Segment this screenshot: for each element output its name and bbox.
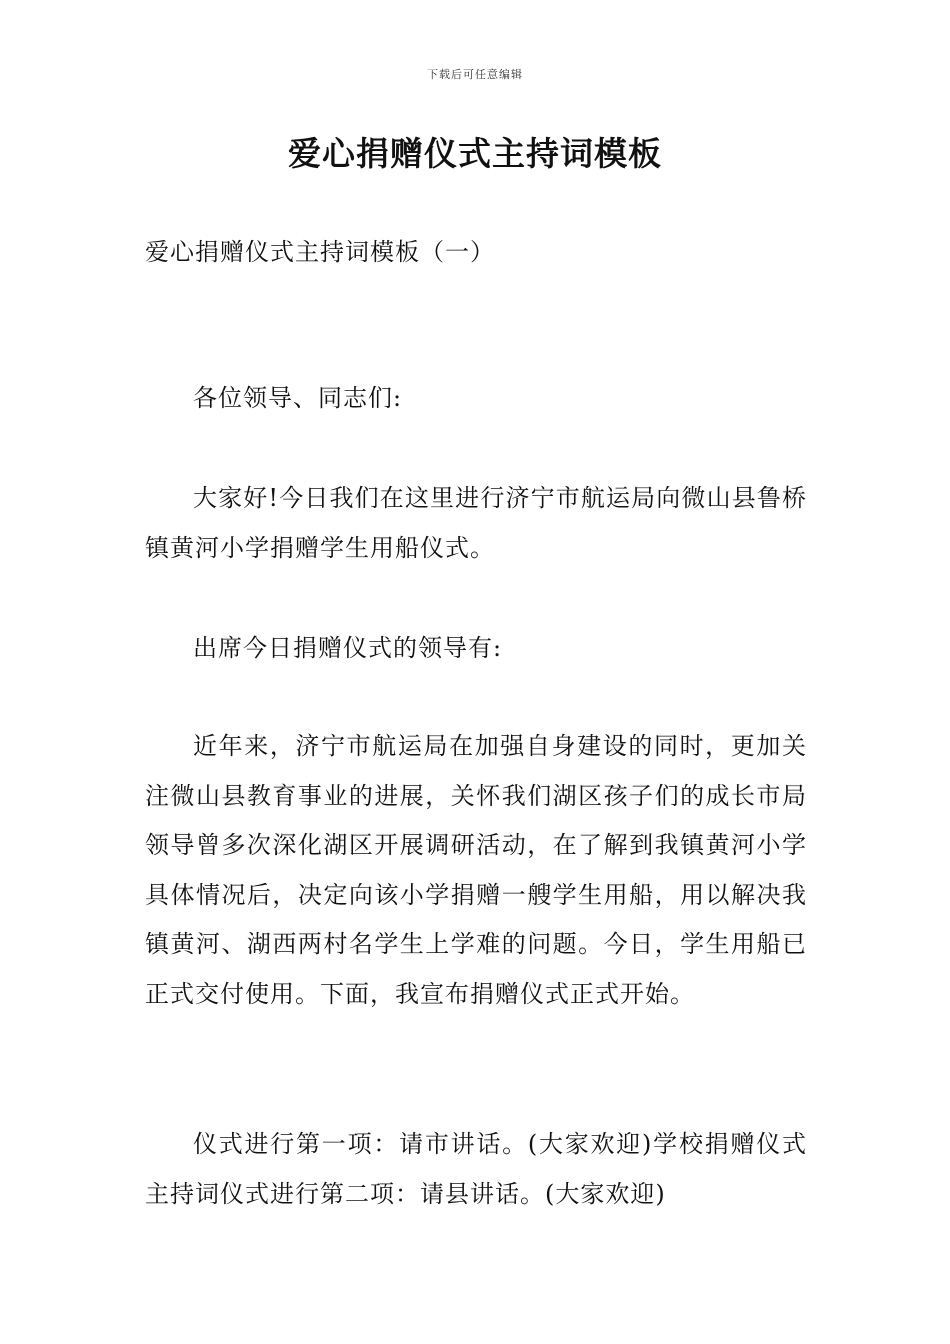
paragraph-text: 出席今日捐赠仪式的领导有: <box>193 634 503 662</box>
paragraph-text: 大家好!今日我们在这里进行济宁市航运局向微山县鲁桥镇黄河小学捐赠学生用船仪式。 <box>145 484 807 562</box>
paragraph-attendees <box>145 624 807 674</box>
header-note: 下载后可任意编辑 <box>427 68 523 81</box>
paragraph-opening <box>145 474 807 573</box>
paragraph-text: 仪式进行第一项：请市讲话。(大家欢迎)学校捐赠仪式主持词仪式进行第二项：请县讲话。(大家欢迎) <box>145 1130 807 1208</box>
document-subtitle: 爱心捐赠仪式主持词模板（一） <box>145 238 495 266</box>
paragraph-agenda <box>145 1120 807 1219</box>
paragraph-background <box>145 722 807 1019</box>
document-title: 爱心捐赠仪式主持词模板 <box>288 134 662 173</box>
paragraph-text: 各位领导、同志们: <box>193 384 403 412</box>
paragraph-text: 近年来，济宁市航运局在加强自身建设的同时，更加关注微山县教育事业的进展，关怀我们湖区孩子们的成长市局领导曾多次深化湖区开展调研活动，在了解到我镇黄河小学具体情况后，决定向该小学捐赠一艘学生用船，用以解决我镇黄河、湖西两村名学生上学难的问题。今日，学生用船已正式交付使用。下面，我宣布捐赠仪式正式开始。 <box>145 732 807 1008</box>
paragraph-greeting <box>145 374 807 424</box>
